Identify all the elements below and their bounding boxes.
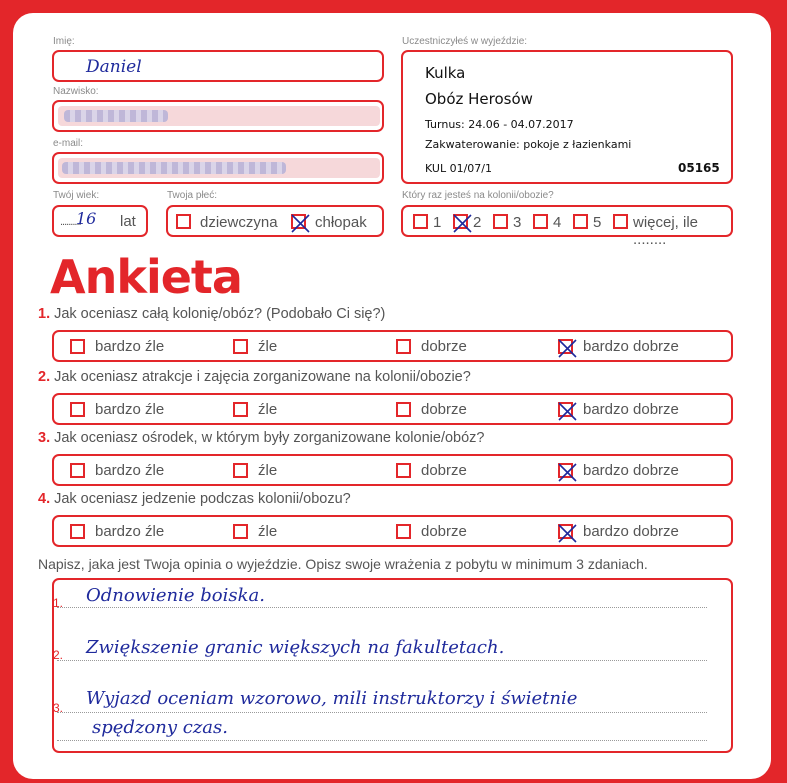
gender-label: Twoja płeć:: [167, 190, 218, 201]
age-value: 16: [76, 209, 97, 228]
gender-checkbox-female[interactable]: [176, 214, 191, 229]
name-label: Imię:: [53, 36, 75, 47]
question-number: 2.: [38, 369, 51, 385]
times-checkbox-2[interactable]: [453, 214, 468, 229]
answer-checkbox-1-4[interactable]: [558, 339, 573, 354]
times-checkbox-1[interactable]: [413, 214, 428, 229]
times-option-2: 2: [473, 214, 482, 231]
age-dots: ..........: [60, 216, 81, 228]
question-text: Jak oceniasz atrakcje i zajęcia zorganizowane na kolonii/obozie?: [54, 369, 471, 385]
answer-option-label: bardzo źle: [95, 462, 165, 479]
answer-option-label: bardzo dobrze: [583, 338, 679, 355]
check-mark-icon: [557, 462, 578, 483]
answer-checkbox-4-4[interactable]: [558, 524, 573, 539]
times-checkbox-4[interactable]: [533, 214, 548, 229]
answer-checkbox-1-3[interactable]: [396, 339, 411, 354]
question-text: Jak oceniasz ośrodek, w którym były zorganizowane kolonie/obóz?: [54, 430, 485, 446]
times-checkbox-more[interactable]: [613, 214, 628, 229]
opinion-line-4: [57, 740, 707, 741]
camp-zakwaterowanie: Zakwaterowanie: pokoje z łazienkami: [425, 138, 632, 151]
email-field[interactable]: [52, 152, 384, 184]
answer-option-label: źle: [258, 462, 278, 479]
answer-checkbox-3-3[interactable]: [396, 463, 411, 478]
answer-option-label: bardzo źle: [95, 338, 165, 355]
camp-number: 05165: [678, 161, 720, 175]
opinion-line-3: [57, 712, 707, 713]
answer-option-label: dobrze: [421, 523, 467, 540]
opinion-prompt: Napisz, jaka jest Twoja opinia o wyjeździe. Opisz swoje wrażenia z pobytu w minimum 3 zdaniach.: [38, 556, 648, 572]
opinion-number-2: 2.: [53, 648, 64, 662]
age-field[interactable]: [52, 205, 148, 237]
answer-option-label: źle: [258, 338, 278, 355]
answer-checkbox-2-4[interactable]: [558, 402, 573, 417]
check-mark-icon: [452, 213, 473, 234]
gender-checkbox-male[interactable]: [291, 214, 306, 229]
check-mark-icon: [290, 213, 311, 234]
opinion-line-1: [57, 607, 707, 608]
opinion-text-2: Zwiększenie granic większych na fakultetach.: [86, 637, 505, 658]
surname-blur: [64, 110, 168, 122]
answer-checkbox-4-2[interactable]: [233, 524, 248, 539]
times-checkbox-3[interactable]: [493, 214, 508, 229]
camp-card: [401, 50, 733, 184]
answer-option-label: dobrze: [421, 401, 467, 418]
check-mark-icon: [557, 523, 578, 544]
question-number: 4.: [38, 491, 51, 507]
answer-checkbox-4-3[interactable]: [396, 524, 411, 539]
answer-option-label: bardzo źle: [95, 523, 165, 540]
question-2: [38, 369, 471, 385]
gender-option-male: chłopak: [315, 214, 367, 231]
answer-checkbox-1-2[interactable]: [233, 339, 248, 354]
answer-checkbox-4-1[interactable]: [70, 524, 85, 539]
camp-name: Obóz Herosów: [425, 90, 533, 108]
times-option-3: 3: [513, 214, 522, 231]
times-option-4: 4: [553, 214, 562, 231]
surname-label: Nazwisko:: [53, 86, 99, 97]
answer-checkbox-3-1[interactable]: [70, 463, 85, 478]
check-mark-icon: [557, 338, 578, 359]
answer-checkbox-2-2[interactable]: [233, 402, 248, 417]
camp-code: KUL 01/07/1: [425, 162, 492, 175]
gender-field: [166, 205, 384, 237]
times-field: [401, 205, 733, 248]
answer-checkbox-2-3[interactable]: [396, 402, 411, 417]
opinion-number-1: 1.: [53, 596, 64, 610]
times-option-more: więcej, ile ........: [633, 214, 699, 248]
question-text: Jak oceniasz jedzenie podczas kolonii/obozu?: [54, 491, 351, 507]
answer-option-label: bardzo dobrze: [583, 462, 679, 479]
times-checkbox-5[interactable]: [573, 214, 588, 229]
answer-checkbox-1-1[interactable]: [70, 339, 85, 354]
answer-option-label: dobrze: [421, 338, 467, 355]
opinion-number-3: 3.: [53, 701, 64, 715]
question-4: [38, 491, 351, 507]
gender-option-female: dziewczyna: [200, 214, 278, 231]
name-field[interactable]: [52, 50, 384, 82]
camp-label: Uczestniczyłeś w wyjeździe:: [402, 36, 528, 47]
name-value: Daniel: [86, 57, 142, 77]
question-text: Jak oceniasz całą kolonię/obóz? (Podobało Ci się?): [54, 306, 386, 322]
question-1: [38, 306, 385, 322]
opinion-text-4: spędzony czas.: [92, 717, 228, 738]
age-unit: lat: [120, 213, 136, 230]
surname-field[interactable]: [52, 100, 384, 132]
answer-option-label: źle: [258, 523, 278, 540]
times-label: Który raz jesteś na kolonii/obozie?: [402, 190, 554, 201]
opinion-line-2: [57, 660, 707, 661]
answer-checkbox-3-2[interactable]: [233, 463, 248, 478]
email-blur: [62, 162, 286, 174]
email-label: e-mail:: [53, 138, 84, 149]
question-number: 1.: [38, 306, 51, 322]
answer-option-label: bardzo źle: [95, 401, 165, 418]
camp-turnus: Turnus: 24.06 - 04.07.2017: [425, 118, 574, 131]
answer-option-label: bardzo dobrze: [583, 401, 679, 418]
age-label: Twój wiek:: [53, 190, 100, 201]
camp-title: Kulka: [425, 64, 466, 82]
times-option-5: 5: [593, 214, 602, 231]
question-3: [38, 430, 484, 446]
opinion-text-3: Wyjazd oceniam wzorowo, mili instruktorzy i świetnie: [86, 688, 578, 709]
opinion-text-1: Odnowienie boiska.: [86, 585, 265, 606]
answer-option-label: bardzo dobrze: [583, 523, 679, 540]
survey-title: Ankieta: [50, 250, 242, 304]
check-mark-icon: [557, 401, 578, 422]
answer-checkbox-2-1[interactable]: [70, 402, 85, 417]
question-number: 3.: [38, 430, 51, 446]
times-option-1: 1: [433, 214, 442, 231]
answer-option-label: dobrze: [421, 462, 467, 479]
answer-checkbox-3-4[interactable]: [558, 463, 573, 478]
answer-option-label: źle: [258, 401, 278, 418]
